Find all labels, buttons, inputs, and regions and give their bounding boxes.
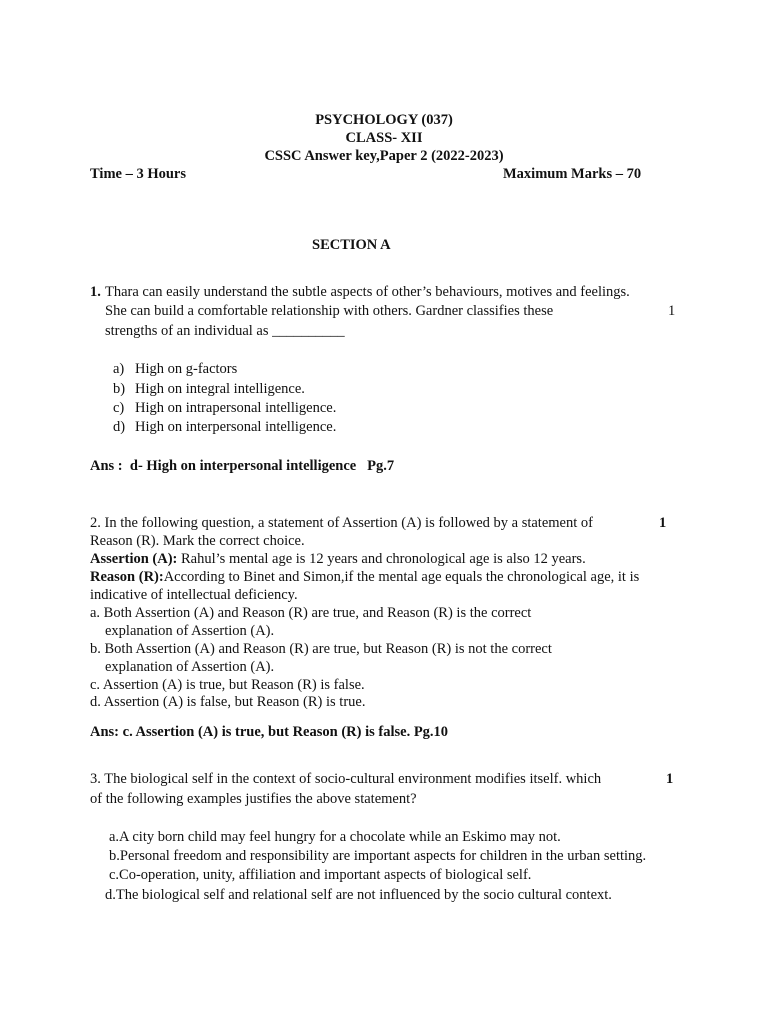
subject-title: PSYCHOLOGY (037) (315, 112, 453, 128)
marks-label: 1 (666, 771, 674, 787)
option-text: High on integral intelligence. (135, 381, 305, 397)
reason-text: According to Binet and Simon,if the mental age equals the chronological age, it is (163, 569, 640, 585)
option-label: c) (113, 400, 125, 416)
option-text: b.Personal freedom and responsibility are important aspects for children in the urban setting. (109, 848, 647, 864)
assertion-label: Assertion (A): (90, 551, 178, 567)
question-number: 1. (90, 284, 101, 300)
option-text: a.A city born child may feel hungry for a chocolate while an Eskimo may not. (109, 829, 561, 845)
question-text-line: strengths of an individual as __________ (105, 323, 345, 339)
marks-label: 1 (668, 303, 676, 319)
option-label: d) (113, 419, 126, 435)
paper-title: CSSC Answer key,Paper 2 (2022-2023) (264, 148, 504, 164)
class-title: CLASS- XII (345, 130, 423, 146)
max-marks-label: Maximum Marks – 70 (503, 166, 642, 182)
assertion-line (90, 551, 586, 568)
question-text-line: 3. The biological self in the context of socio-cultural environment modifies itself. which (90, 771, 602, 787)
option-text: d.The biological self and relational self are not influenced by the socio cultural context. (105, 887, 612, 903)
option-text: explanation of Assertion (A). (105, 659, 275, 675)
reason-text-line: indicative of intellectual deficiency. (90, 587, 298, 603)
option-text: explanation of Assertion (A). (105, 623, 275, 639)
option-text: High on interpersonal intelligence. (135, 419, 337, 435)
option-label: a) (113, 361, 125, 377)
option-text: High on intrapersonal intelligence. (135, 400, 337, 416)
option-text: a. Both Assertion (A) and Reason (R) are true, and Reason (R) is the correct (90, 605, 532, 621)
reason-label: Reason (R): (90, 569, 164, 585)
option-text: c. Assertion (A) is true, but Reason (R) is false. (90, 677, 365, 693)
option-label: b) (113, 381, 126, 397)
marks-label: 1 (659, 515, 667, 531)
answer-text: Ans : d- High on interpersonal intelligence Pg.7 (90, 458, 395, 474)
option-text: d. Assertion (A) is false, but Reason (R) is true. (90, 694, 366, 710)
question-text-line: She can build a comfortable relationship with others. Gardner classifies these (105, 303, 554, 319)
section-title: SECTION A (312, 237, 391, 253)
option-text: b. Both Assertion (A) and Reason (R) are true, but Reason (R) is not the correct (90, 641, 552, 657)
option-text: c.Co-operation, unity, affiliation and important aspects of biological self. (109, 867, 532, 883)
question-text-line: Thara can easily understand the subtle aspects of other’s behaviours, motives and feelings. (105, 284, 630, 300)
time-label: Time – 3 Hours (90, 166, 186, 182)
answer-text: Ans: c. Assertion (A) is true, but Reason (R) is false. Pg.10 (90, 724, 449, 740)
assertion-text: Rahul’s mental age is 12 years and chronological age is also 12 years. (177, 551, 586, 567)
question-text-line: 2. In the following question, a statement of Assertion (A) is followed by a statement of (90, 515, 593, 531)
reason-line (90, 569, 639, 586)
question-text-line: of the following examples justifies the above statement? (90, 791, 417, 807)
question-text-line: Reason (R). Mark the correct choice. (90, 533, 305, 549)
option-text: High on g-factors (135, 361, 238, 377)
